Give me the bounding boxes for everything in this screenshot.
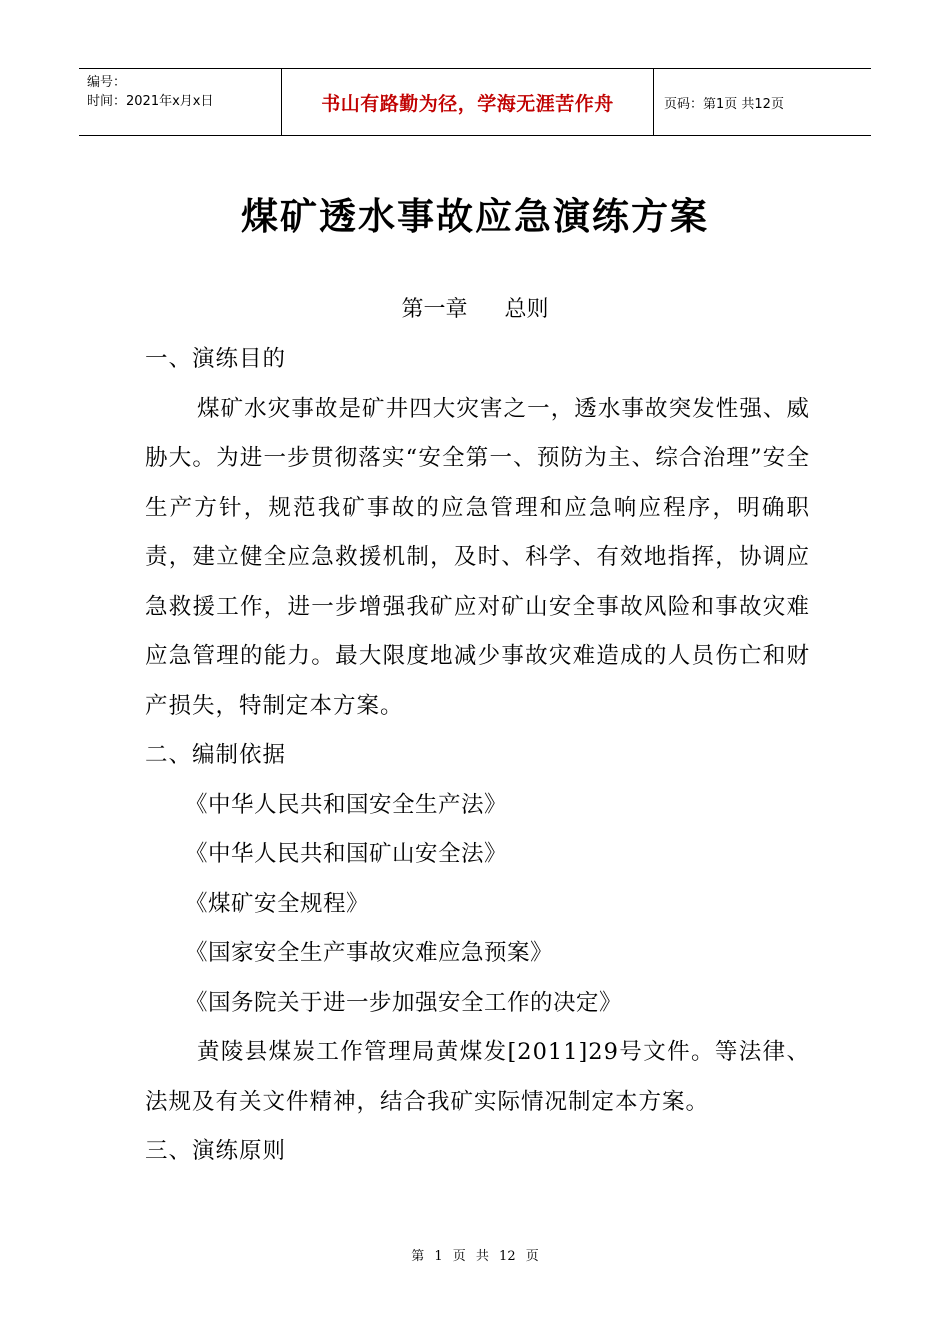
chapter-heading: 第一章 总则 — [401, 297, 549, 322]
basis-paragraph: 黄陵县煤炭工作管理局黄煤发[2011]29号文件。等法律、法规及有关文件精神，结合我矿实际情况制定本方案。 — [145, 1039, 810, 1115]
section-heading-principles: 三、演练原则 — [145, 1138, 287, 1164]
document-number-label: 编号： — [87, 75, 127, 90]
page-header — [79, 68, 871, 136]
law-item: 《煤矿安全规程》 — [185, 890, 370, 917]
document-body — [145, 335, 810, 1177]
section-heading-basis: 二、编制依据 — [145, 742, 287, 768]
document-title: 煤矿透水事故应急演练方案 — [241, 195, 709, 238]
page-footer: 第 1 页 共 12 页 — [411, 1249, 539, 1264]
section-heading-purpose: 一、演练目的 — [145, 346, 287, 372]
header-motto: 书山有路勤为径，学海无涯苦作舟 — [282, 69, 654, 135]
law-item: 《国家安全生产事故灾难应急预案》 — [185, 940, 554, 966]
law-item: 《中华人民共和国矿山安全法》 — [185, 841, 508, 867]
document-date: 时间：2021年x月x日 — [87, 94, 214, 109]
purpose-paragraph: 煤矿水灾事故是矿井四大灾害之一，透水事故突发性强、威胁大。为进一步贯彻落实“安全第一、预防为主、综合治理”安全生产方针，规范我矿事故的应急管理和应急响应程序，明确职责，建立健全应急救援机制，及时、科学、有效地指挥，协调应急救援工作，进一步增强我矿应对矿山安全事故风险和事故灾难应急管理的能力。最大限度地减少事故灾难造成的人员伤亡和财产损失，特制定本方案。 — [145, 395, 810, 719]
header-page-info: 页码：第1页 共12页 — [664, 96, 784, 112]
law-item: 《中华人民共和国安全生产法》 — [185, 791, 508, 818]
law-item: 《国务院关于进一步加强安全工作的决定》 — [185, 989, 623, 1016]
header-meta — [79, 69, 282, 135]
